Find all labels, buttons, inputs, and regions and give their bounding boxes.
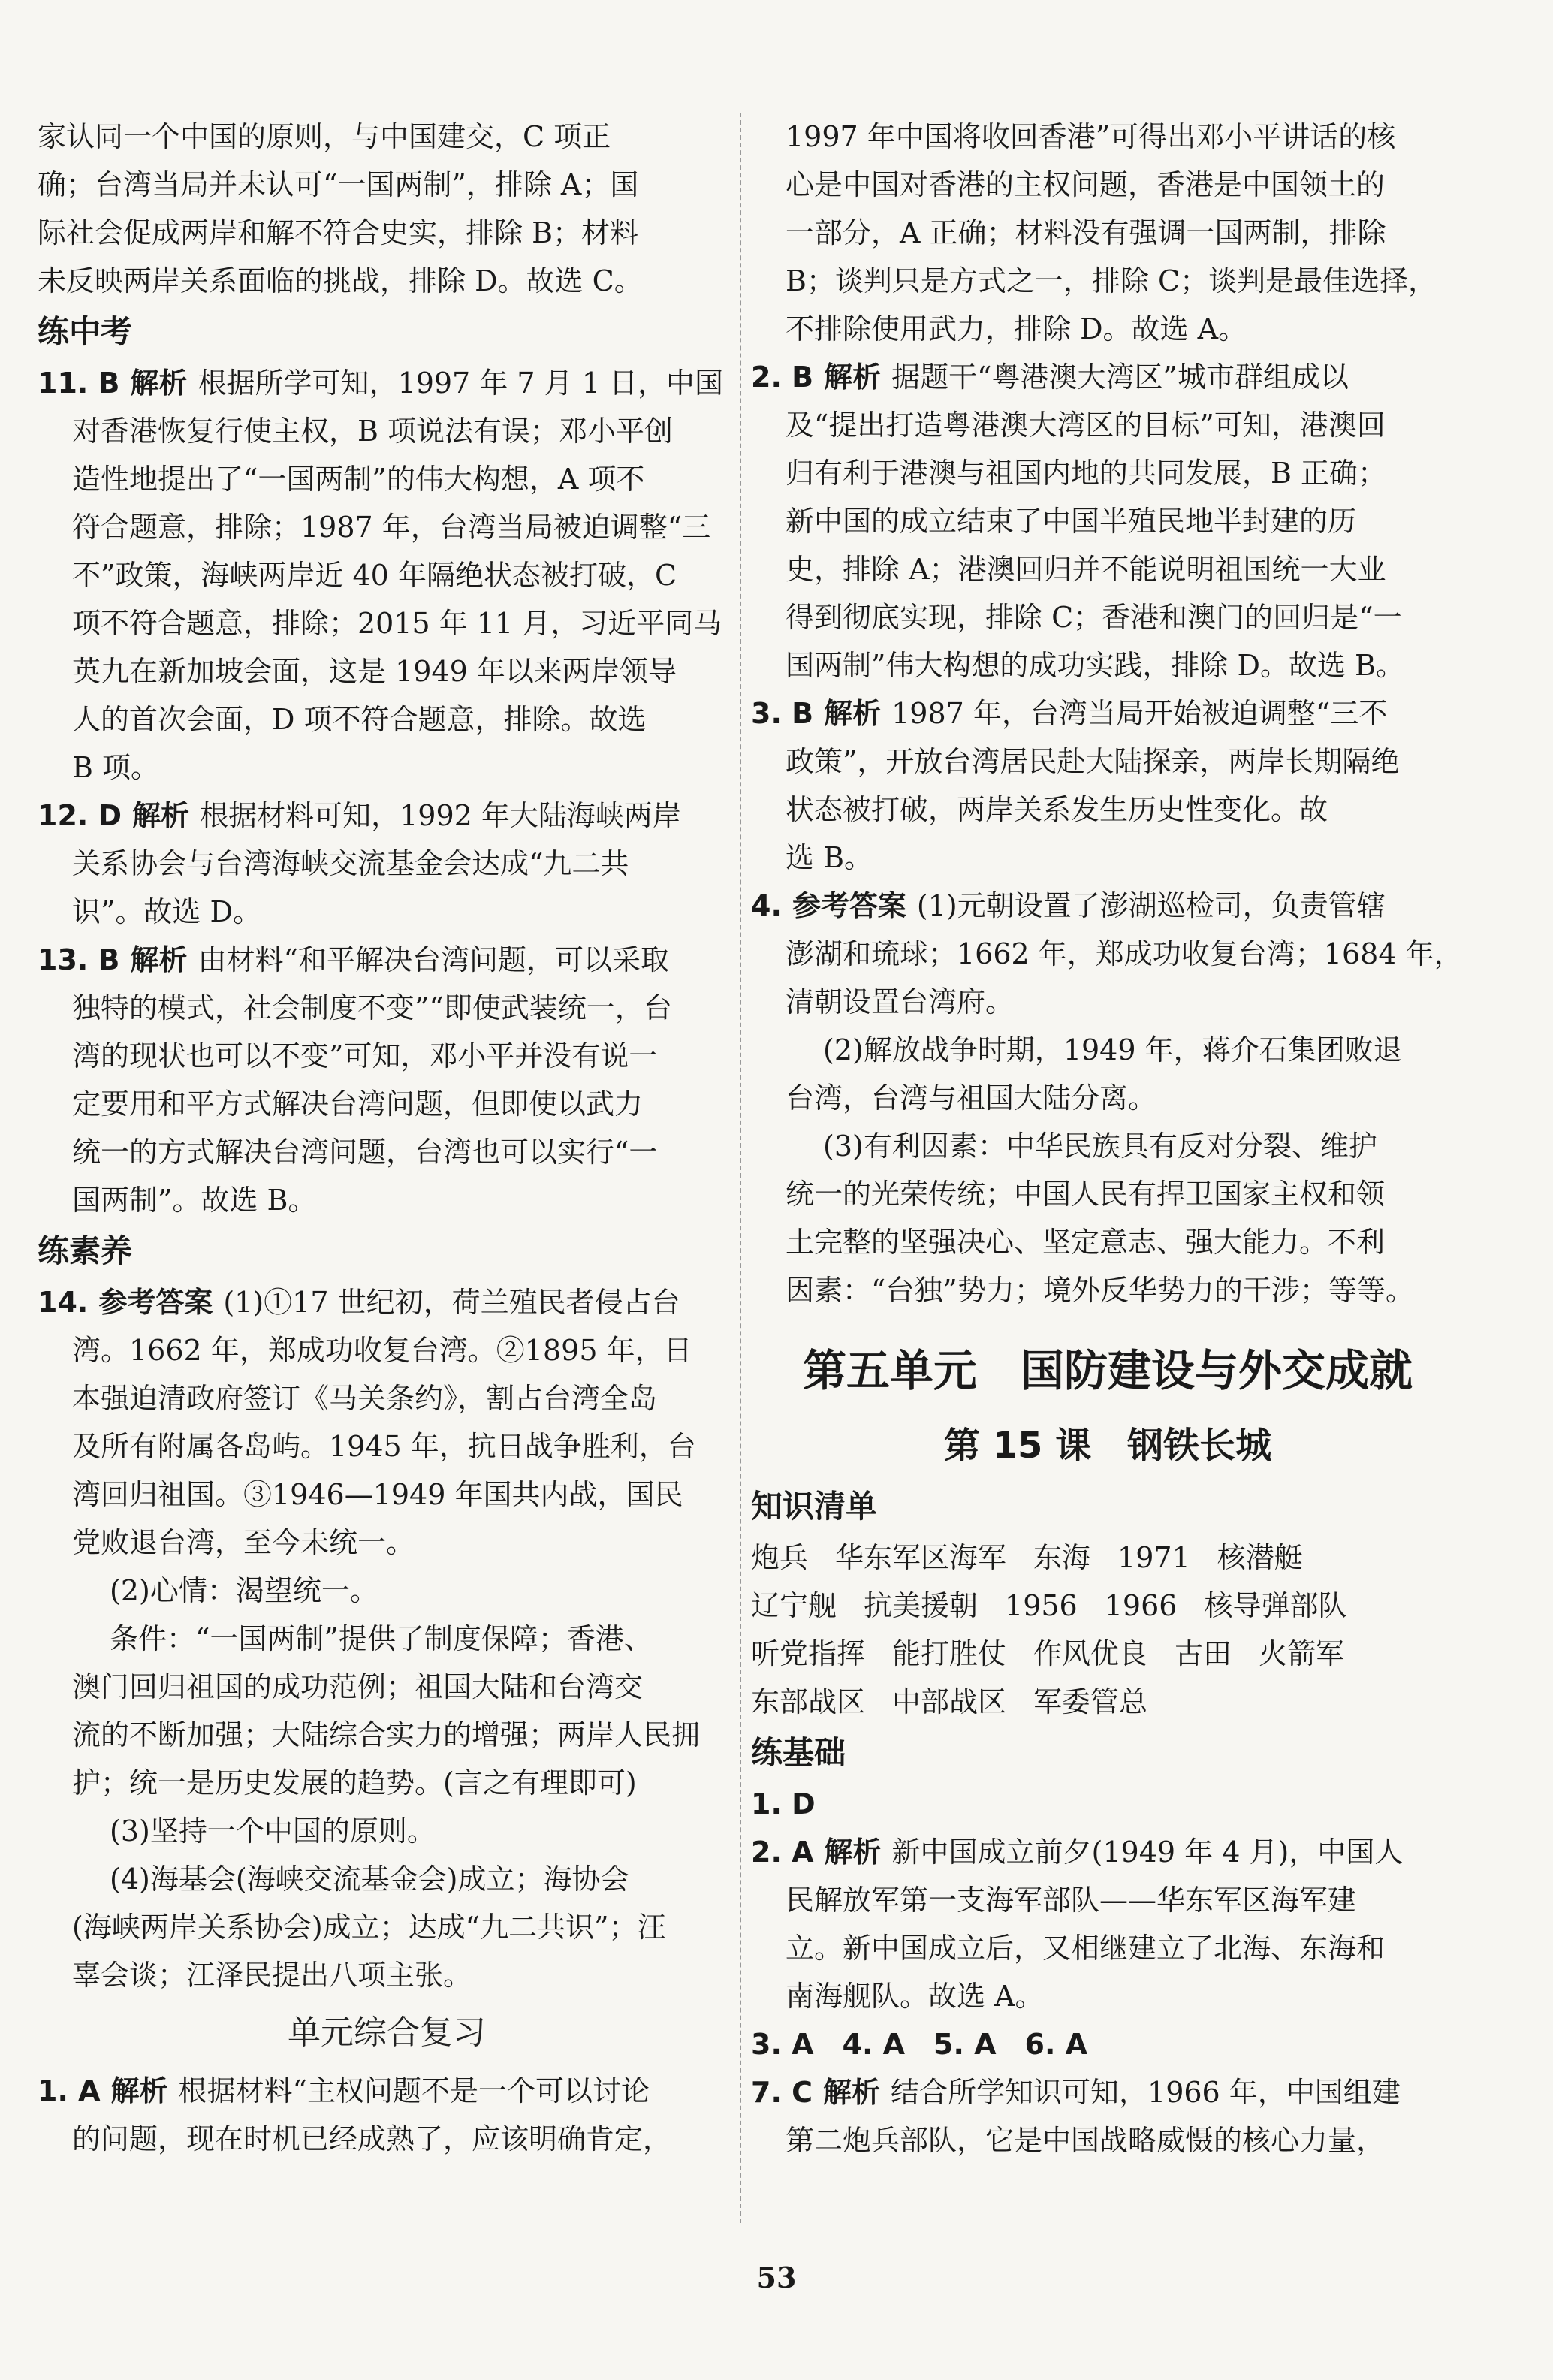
text-line: 状态被打破，两岸关系发生历史性变化。故 xyxy=(786,793,1328,826)
text-line: 湾的现状也可以不变”可知，邓小平并没有说一 xyxy=(72,1039,658,1072)
keyword: 听党指挥 xyxy=(751,1637,866,1670)
text-line: 及所有附属各岛屿。1945 年，抗日战争胜利，台 xyxy=(72,1430,696,1463)
text-line: 第二炮兵部队，它是中国战略威慑的核心力量， xyxy=(786,2124,1386,2157)
section-heading-lianzhongkao: 练中考 xyxy=(38,313,133,350)
question-14 xyxy=(38,1278,736,1326)
text-line: 民解放军第一支海军部队——华东军区海军建 xyxy=(786,1884,1357,1917)
keyword: 古田 xyxy=(1175,1637,1232,1670)
text-line: 识”。故选 D。 xyxy=(72,895,261,928)
text-line: 一部分，A 正确；材料没有强调一国两制，排除 xyxy=(786,216,1386,249)
analysis-tag: 解析 xyxy=(130,943,188,976)
text-span: 1987 年，台湾当局开始被迫调整“三不 xyxy=(891,697,1388,730)
text-line: 未反映两岸关系面临的挑战，排除 D。故选 C。 xyxy=(38,264,643,297)
answer-tag: 参考答案 xyxy=(98,1286,213,1319)
text-line: 史，排除 A；港澳回归并不能说明祖国统一大业 xyxy=(786,553,1386,586)
text-line: 国两制”。故选 B。 xyxy=(72,1184,317,1217)
text-line: 对香港恢复行使主权，B 项说法有误；邓小平创 xyxy=(72,415,674,448)
basic-question-2 xyxy=(751,1828,1464,1876)
keyword-row xyxy=(751,1678,1464,1726)
keyword-row xyxy=(751,1582,1464,1630)
question-11 xyxy=(38,359,736,407)
keyword: 1971 xyxy=(1117,1541,1190,1574)
text-line: 及“提出打造粤港澳大湾区的目标”可知，港澳回 xyxy=(786,409,1386,442)
text-line: 英九在新加坡会面，这是 1949 年以来两岸领导 xyxy=(72,655,677,688)
text-span: 结合所学知识可知，1966 年，中国组建 xyxy=(891,2076,1401,2109)
text-span: 根据材料“主权问题不是一个可以讨论 xyxy=(178,2074,650,2107)
keyword: 中部战区 xyxy=(892,1685,1007,1718)
text-span: 根据所学可知，1997 年 7 月 1 日，中国 xyxy=(198,367,723,400)
question-number: 11. B xyxy=(38,367,120,400)
text-line: 符合题意，排除；1987 年，台湾当局被迫调整“三 xyxy=(72,511,711,544)
question-number: 12. D xyxy=(38,799,122,832)
text-line: 湾。1662 年，郑成功收复台湾。②1895 年，日 xyxy=(72,1334,692,1367)
section-heading-knowledge-list: 知识清单 xyxy=(751,1488,878,1525)
question-13 xyxy=(38,936,736,984)
analysis-tag: 解析 xyxy=(823,2076,881,2109)
question-3 xyxy=(751,689,1464,738)
text-line: 的问题，现在时机已经成熟了，应该明确肯定， xyxy=(72,2122,672,2155)
keyword: 核导弹部队 xyxy=(1204,1589,1347,1622)
answer-line: 1. D xyxy=(751,1787,816,1820)
question-number: 2. B xyxy=(751,360,814,394)
question-number: 3. B xyxy=(751,697,814,730)
text-line: 政策”，开放台湾居民赴大陆探亲，两岸长期隔绝 xyxy=(786,745,1400,778)
answer-line: 3. A 4. A 5. A 6. A xyxy=(751,2028,1088,2061)
text-line: (4)海基会(海峡交流基金会)成立；海协会 xyxy=(110,1863,629,1896)
section-heading-lianjichu: 练基础 xyxy=(751,1734,846,1771)
question-number: 1. A xyxy=(38,2074,101,2107)
text-line: 护；统一是历史发展的趋势。(言之有理即可) xyxy=(72,1766,637,1799)
text-line: 清朝设置台湾府。 xyxy=(786,985,1015,1018)
question-number: 7. C xyxy=(751,2076,813,2109)
text-line: 党败退台湾，至今未统一。 xyxy=(72,1526,415,1559)
analysis-tag: 解析 xyxy=(132,799,190,832)
text-line: 台湾，台湾与祖国大陆分离。 xyxy=(786,1081,1157,1115)
question-number: 13. B xyxy=(38,943,120,976)
keyword: 能打胜仗 xyxy=(892,1637,1007,1670)
text-line: B 项。 xyxy=(72,751,160,784)
text-span: 新中国成立前夕(1949 年 4 月)，中国人 xyxy=(891,1836,1404,1869)
text-line: 项不符合题意，排除；2015 年 11 月，习近平同马 xyxy=(72,607,722,640)
text-line: (3)坚持一个中国的原则。 xyxy=(110,1814,436,1848)
unit-review-title: 单元综合复习 xyxy=(288,2013,486,2052)
text-line: 统一的光荣传统；中国人民有捍卫国家主权和领 xyxy=(786,1178,1386,1211)
text-line: 条件：“一国两制”提供了制度保障；香港、 xyxy=(110,1622,653,1655)
text-line: 关系协会与台湾海峡交流基金会达成“九二共 xyxy=(72,847,629,880)
text-line: 选 B。 xyxy=(786,841,873,874)
text-line: 造性地提出了“一国两制”的伟大构想，A 项不 xyxy=(72,463,645,496)
keyword-row xyxy=(751,1534,1464,1582)
text-line: (3)有利因素：中华民族具有反对分裂、维护 xyxy=(823,1130,1377,1163)
text-line: B；谈判只是方式之一，排除 C；谈判是最佳选择， xyxy=(786,264,1437,297)
text-line: 澎湖和琉球；1662 年，郑成功收复台湾；1684 年， xyxy=(786,937,1463,970)
text-span: 由材料“和平解决台湾问题，可以采取 xyxy=(198,943,669,976)
text-line: 国两制”伟大构想的成功实践，排除 D。故选 B。 xyxy=(786,649,1404,682)
text-line: 不排除使用武力，排除 D。故选 A。 xyxy=(786,312,1247,345)
question-number: 14. xyxy=(38,1286,89,1319)
basic-question-7 xyxy=(751,2068,1464,2116)
question-12 xyxy=(38,792,736,840)
left-column xyxy=(38,113,736,2163)
question-2 xyxy=(751,353,1464,401)
keyword: 东部战区 xyxy=(751,1685,866,1718)
section-heading-liansuyang: 练素养 xyxy=(38,1232,133,1269)
keyword: 火箭军 xyxy=(1259,1637,1345,1670)
text-line: 定要用和平方式解决台湾问题，但即使以武力 xyxy=(72,1087,644,1121)
text-line: (2)心情：渴望统一。 xyxy=(110,1574,378,1607)
keyword: 辽宁舰 xyxy=(751,1589,837,1622)
keyword: 抗美援朝 xyxy=(864,1589,979,1622)
text-line: 确；台湾当局并未认可“一国两制”，排除 A；国 xyxy=(38,168,639,201)
text-line: 澳门回归祖国的成功范例；祖国大陆和台湾交 xyxy=(72,1670,644,1703)
keyword: 东海 xyxy=(1033,1541,1091,1574)
keyword: 军委管总 xyxy=(1033,1685,1148,1718)
text-line: (2)解放战争时期，1949 年，蒋介石集团败退 xyxy=(823,1033,1402,1066)
answer-tag: 参考答案 xyxy=(792,889,906,922)
text-line: 家认同一个中国的原则，与中国建交，C 项正 xyxy=(38,120,611,153)
text-line: 际社会促成两岸和解不符合史实，排除 B；材料 xyxy=(38,216,639,249)
analysis-tag: 解析 xyxy=(130,367,188,400)
text-line: 立。新中国成立后，又相继建立了北海、东海和 xyxy=(786,1932,1386,1965)
keyword: 1966 xyxy=(1104,1589,1178,1622)
text-line: 本强迫清政府签订《马关条约》，割占台湾全岛 xyxy=(72,1382,658,1415)
column-divider xyxy=(740,113,741,2223)
keyword-row xyxy=(751,1630,1464,1678)
text-line: 1997 年中国将收回香港”可得出邓小平讲话的核 xyxy=(786,120,1396,153)
analysis-tag: 解析 xyxy=(824,697,882,730)
question-number: 4. xyxy=(751,889,782,922)
question-number: 2. A xyxy=(751,1836,814,1869)
question-4 xyxy=(751,882,1464,930)
text-line: 人的首次会面，D 项不符合题意，排除。故选 xyxy=(72,703,647,736)
text-line: 心是中国对香港的主权问题，香港是中国领土的 xyxy=(786,168,1386,201)
text-span: (1)元朝设置了澎湖巡检司，负责管辖 xyxy=(916,889,1386,922)
analysis-tag: 解析 xyxy=(110,2074,168,2107)
text-line: 湾回归祖国。③1946—1949 年国共内战，国民 xyxy=(72,1478,683,1511)
text-line: 独特的模式，社会制度不变”“即使武装统一，台 xyxy=(72,991,672,1024)
text-line: 新中国的成立结束了中国半殖民地半封建的历 xyxy=(786,505,1357,538)
keyword: 1956 xyxy=(1005,1589,1078,1622)
text-line: 因素：“台独”势力；境外反华势力的干涉；等等。 xyxy=(786,1274,1414,1307)
text-line: 统一的方式解决台湾问题，台湾也可以实行“一 xyxy=(72,1136,658,1169)
keyword: 作风优良 xyxy=(1033,1637,1148,1670)
text-line: 流的不断加强；大陆综合实力的增强；两岸人民拥 xyxy=(72,1718,701,1751)
page-number: 53 xyxy=(756,2261,797,2294)
unit-title: 第五单元 国防建设与外交成就 xyxy=(802,1345,1413,1396)
text-span: 据题干“粤港澳大湾区”城市群组成以 xyxy=(891,360,1349,394)
keyword: 核潜艇 xyxy=(1217,1541,1303,1574)
text-span: 根据材料可知，1992 年大陆海峡两岸 xyxy=(200,799,681,832)
text-line: 辜会谈；江泽民提出八项主张。 xyxy=(72,1959,472,1992)
text-line: 南海舰队。故选 A。 xyxy=(786,1980,1044,2013)
review-question-1 xyxy=(38,2067,736,2115)
text-line: 不”政策，海峡两岸近 40 年隔绝状态被打破，C xyxy=(72,559,677,592)
analysis-tag: 解析 xyxy=(824,1836,882,1869)
analysis-tag: 解析 xyxy=(824,360,882,394)
text-line: 土完整的坚强决心、坚定意志、强大能力。不利 xyxy=(786,1226,1386,1259)
lesson-title: 第 15 课 钢铁长城 xyxy=(943,1425,1272,1467)
text-line: 归有利于港澳与祖国内地的共同发展，B 正确； xyxy=(786,457,1387,490)
text-line: (海峡两岸关系协会)成立；达成“九二共识”；汪 xyxy=(72,1911,666,1944)
keyword: 华东军区海军 xyxy=(835,1541,1007,1574)
text-span: (1)①17 世纪初，荷兰殖民者侵占台 xyxy=(223,1286,680,1319)
keyword: 炮兵 xyxy=(751,1541,809,1574)
right-column xyxy=(751,113,1464,2164)
text-line: 得到彻底实现，排除 C；香港和澳门的回归是“一 xyxy=(786,601,1402,634)
